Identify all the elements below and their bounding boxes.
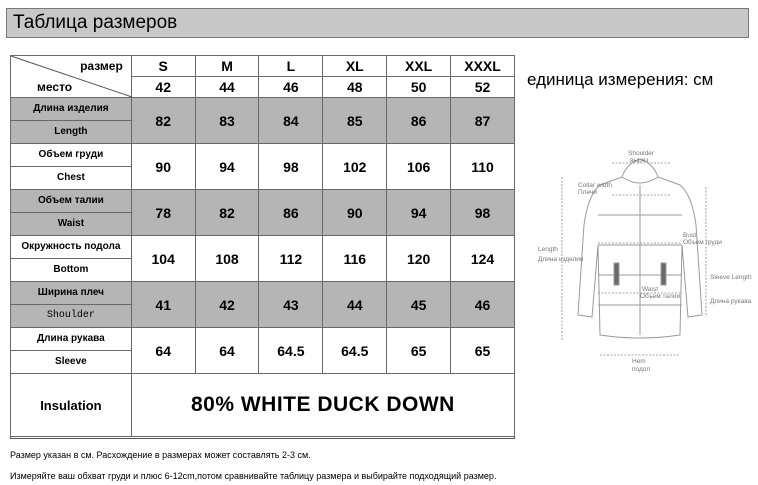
diagram-label-waist-ru: Объем талии [640, 293, 681, 300]
table-cell: 86 [387, 98, 451, 144]
row-label-bottom [11, 236, 132, 282]
size-numeric-xxl: 50 [387, 77, 451, 98]
size-header-l: L [259, 56, 323, 77]
table-cell: 65 [387, 328, 451, 374]
title-bar [6, 8, 749, 38]
table-cell: 41 [131, 282, 195, 328]
jacket-measurement-diagram [530, 145, 752, 380]
table-cell: 98 [259, 144, 323, 190]
table-row-bottom [11, 236, 515, 282]
row-label-ru: Окружность подола [11, 236, 131, 259]
table-cell: 106 [387, 144, 451, 190]
table-cell: 65 [451, 328, 515, 374]
diagram-label-bust-ru: Объем груди [683, 239, 722, 246]
row-label-length [11, 98, 132, 144]
row-label-sleeve [11, 328, 132, 374]
size-numeric-s: 42 [131, 77, 195, 98]
diagram-label-sleeve: Sleeve Length [710, 274, 752, 281]
table-cell: 42 [195, 282, 259, 328]
table-cell: 90 [131, 144, 195, 190]
size-note: Размер указан в см. Расхождение в размерах может составлять 2-3 см. [10, 450, 311, 460]
table-cell: 94 [387, 190, 451, 236]
table-cell: 98 [451, 190, 515, 236]
header-corner-cell [11, 56, 132, 98]
row-label-en: Sleeve [55, 356, 87, 367]
table-cell: 87 [451, 98, 515, 144]
row-label-ru: Длина рукава [11, 328, 131, 351]
table-cell: 90 [323, 190, 387, 236]
size-table [10, 55, 515, 437]
table-cell: 82 [195, 190, 259, 236]
table-cell: 64.5 [259, 328, 323, 374]
size-numeric-xl: 48 [323, 77, 387, 98]
table-cell: 45 [387, 282, 451, 328]
unit-note: единица измерения: см [527, 70, 714, 89]
row-label-ru: Длина изделия [11, 98, 131, 121]
row-label-en: Bottom [53, 264, 89, 275]
measure-note: Измеряйте ваш обхват груди и плюс 6-12cm,потом сравнивайте таблицу размера и выбирайте подходящий размер. [10, 471, 497, 481]
table-cell: 44 [323, 282, 387, 328]
table-cell: 84 [259, 98, 323, 144]
row-label-en: Waist [57, 218, 85, 229]
diagram-label-sleeve-ru: Длина рукава [710, 298, 752, 305]
row-label-ru: Объем груди [11, 144, 131, 167]
diagram-label-shoulder-ru: вырез [630, 157, 649, 164]
table-cell: 108 [195, 236, 259, 282]
table-cell: 86 [259, 190, 323, 236]
size-numeric-xxxl: 52 [451, 77, 515, 98]
diagram-label-length: Length [538, 246, 558, 253]
row-label-chest [11, 144, 132, 190]
table-row-sleeve [11, 328, 515, 374]
table-cell: 83 [195, 98, 259, 144]
table-cell: 43 [259, 282, 323, 328]
corner-size-label: размер [80, 59, 123, 73]
row-label-shoulder [11, 282, 132, 328]
table-row-chest [11, 144, 515, 190]
size-numeric-m: 44 [195, 77, 259, 98]
row-label-en: Length [54, 126, 88, 137]
page-title: Таблица размеров [13, 12, 178, 33]
table-cell: 78 [131, 190, 195, 236]
size-header-xl: XL [323, 56, 387, 77]
row-label-waist [11, 190, 132, 236]
table-cell: 85 [323, 98, 387, 144]
table-cell: 104 [131, 236, 195, 282]
table-cell: 102 [323, 144, 387, 190]
table-cell: 94 [195, 144, 259, 190]
corner-place-label: место [37, 80, 73, 94]
size-chart [10, 55, 515, 439]
insulation-value: 80% WHITE DUCK DOWN [131, 374, 514, 437]
table-cell: 64 [131, 328, 195, 374]
size-numeric-l: 46 [259, 77, 323, 98]
table-row-length [11, 98, 515, 144]
table-cell: 82 [131, 98, 195, 144]
table-cell: 46 [451, 282, 515, 328]
table-cell: 116 [323, 236, 387, 282]
diagram-label-length-ru: Длина изделия [538, 256, 584, 263]
size-header-xxl: XXL [387, 56, 451, 77]
diagram-label-hem: Hem [632, 358, 646, 365]
diagram-label-shoulder: Shoulder [628, 150, 655, 157]
table-cell: 120 [387, 236, 451, 282]
row-label-ru: Объем талии [11, 190, 131, 213]
table-cell: 124 [451, 236, 515, 282]
row-label-en: Chest [56, 172, 85, 183]
diagram-label-collar: Collar width [578, 182, 612, 189]
insulation-label: Insulation [11, 374, 132, 437]
row-label-en: Shoulder [46, 310, 95, 321]
diagram-label-bust: Bust [683, 232, 697, 239]
row-label-ru: Ширина плеч [11, 282, 131, 305]
table-row-shoulder [11, 282, 515, 328]
table-cell: 64.5 [323, 328, 387, 374]
table-cell: 110 [451, 144, 515, 190]
table-cell: 64 [195, 328, 259, 374]
diagram-label-hem-ru: подол [632, 366, 651, 373]
size-header-s: S [131, 56, 195, 77]
diagram-label-collar-ru: Плечи [578, 189, 597, 196]
table-row-waist [11, 190, 515, 236]
diagram-label-waist: Waist [642, 286, 659, 293]
size-header-xxxl: XXXL [451, 56, 515, 77]
size-header-m: M [195, 56, 259, 77]
table-row-insulation [11, 374, 515, 437]
table-cell: 112 [259, 236, 323, 282]
